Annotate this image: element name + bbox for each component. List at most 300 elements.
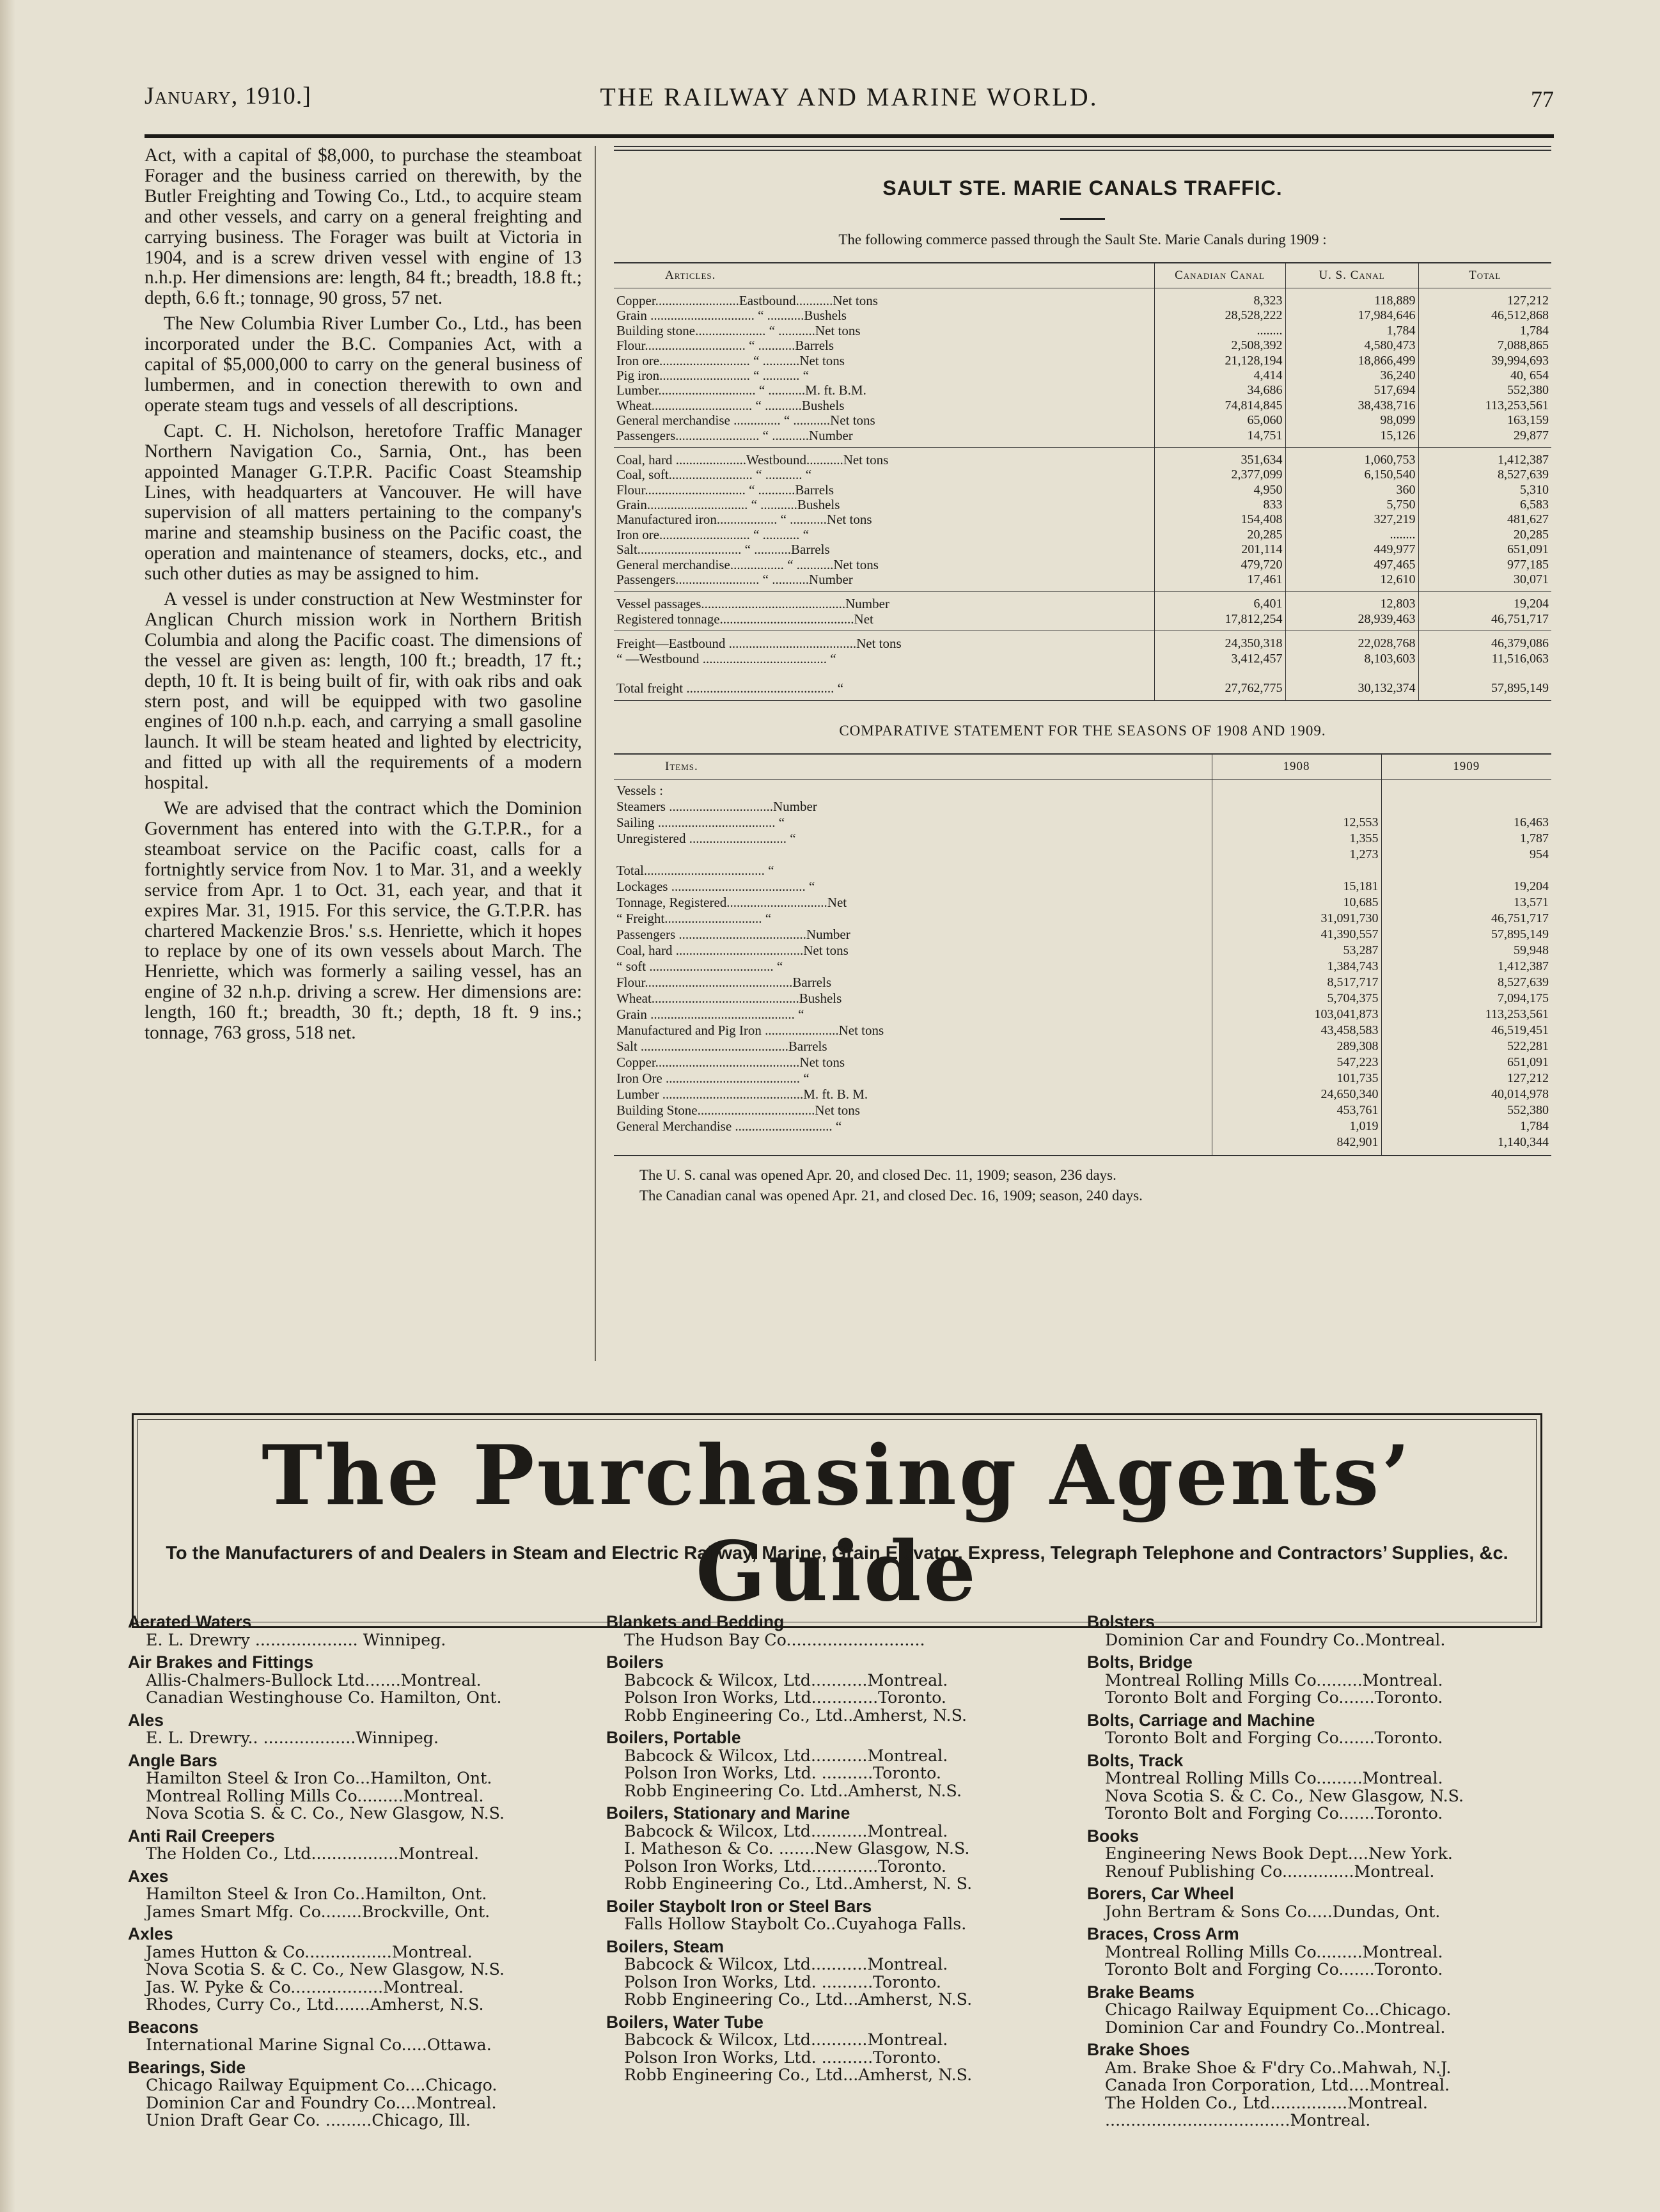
- season-value: 8,527,639: [1498, 975, 1549, 989]
- article-label: Passengers......................... “ ...........Number: [616, 572, 853, 588]
- traffic-value: 57,895,149: [1491, 681, 1549, 696]
- season-value: 46,751,717: [1491, 911, 1549, 925]
- directory-entry: Canada Iron Corporation, Ltd....Montreal.: [1105, 2076, 1450, 2094]
- directory-heading: Boilers, Water Tube: [606, 2012, 763, 2032]
- col-articles: Articles.: [614, 263, 1154, 288]
- article-label: Pig iron........................... “ ........... “: [616, 367, 809, 383]
- season-value-cell: [1381, 779, 1551, 1156]
- canal-row-group: [614, 288, 1551, 448]
- directory-entry: Allis-Chalmers-Bullock Ltd.......Montreal.: [146, 1671, 482, 1689]
- directory-heading: Boilers, Portable: [606, 1728, 741, 1747]
- season-value: 113,253,561: [1485, 1007, 1549, 1021]
- item-label: “ soft ..................................... “: [616, 958, 783, 974]
- directory-entry: Am. Brake Shoe & F'dry Co..Mahwah, N.J.: [1105, 2059, 1452, 2076]
- season-value: 1,019: [1349, 1118, 1379, 1133]
- item-label: Vessels :: [616, 782, 663, 798]
- traffic-value: 351,634: [1241, 452, 1283, 467]
- item-label: Wheat............................................Bushels: [616, 990, 842, 1006]
- value-cell: [1418, 447, 1551, 592]
- season-value: 522,281: [1507, 1039, 1549, 1053]
- traffic-value: 552,380: [1507, 383, 1549, 398]
- season-value: 12,553: [1343, 815, 1379, 829]
- header-rule: [145, 134, 1554, 138]
- traffic-value: 1,784: [1386, 323, 1416, 338]
- traffic-value: [1157, 666, 1283, 681]
- article-label: [616, 666, 1152, 681]
- directory-heading: Anti Rail Creepers: [128, 1826, 275, 1846]
- value-cell: [1285, 592, 1418, 631]
- traffic-value: 327,219: [1374, 512, 1416, 527]
- item-label: Steamers ...............................Number: [616, 798, 817, 814]
- traffic-value: 15,126: [1380, 428, 1416, 443]
- directory-entry: Renouf Publishing Co..............Montreal.: [1105, 1862, 1435, 1880]
- traffic-value: 6,150,540: [1364, 467, 1416, 482]
- traffic-value: 30,132,374: [1358, 681, 1416, 696]
- directory-column-2: [606, 1608, 1054, 2084]
- item-cell: [614, 779, 1212, 1156]
- paragraph-forager: Act, with a capital of $8,000, to purchase the steamboat Forager and the business carried on therewith, by the Butler Freighting and Towing Co., Ltd., to acquire steam and other vessels, and carry on a general freighting and carrying business. The Forager was built at Victoria in 1904, and is a screw driven vessel with engine of 13 n.h.p. Her dimensions are: length, 84 ft.; breadth, 18.8 ft.; depth, 6.6 ft.; tonnage, 90 gross, 57 net.: [145, 146, 582, 309]
- directory-entry: Canadian Westinghouse Co. Hamilton, Ont.: [146, 1689, 502, 1707]
- directory-entry: Nova Scotia S. & C. Co., New Glasgow, N.S.: [146, 1961, 505, 1979]
- canal-traffic-section: [614, 146, 1551, 1412]
- canal-traffic-table: [614, 262, 1551, 701]
- note-us-canal: The U. S. canal was opened Apr. 20, and closed Dec. 11, 1909; season, 236 days.: [639, 1166, 1116, 1183]
- season-value: [1215, 783, 1379, 799]
- traffic-value: 1,060,753: [1364, 452, 1416, 467]
- directory-entry: International Marine Signal Co.....Ottawa.: [146, 2036, 492, 2054]
- traffic-value: 29,877: [1514, 428, 1549, 443]
- directory-entry: James Smart Mfg. Co........Brockville, Ont.: [146, 1902, 490, 1920]
- comparative-table: [614, 753, 1551, 1156]
- value-cell: [1154, 592, 1285, 631]
- traffic-value: 479,720: [1241, 557, 1283, 572]
- season-value: 7,094,175: [1498, 991, 1549, 1005]
- article-label: Flour.............................. “ ...........Barrels: [616, 338, 834, 354]
- traffic-value: 163,159: [1507, 413, 1549, 428]
- canal-table-body: [614, 288, 1551, 701]
- traffic-value: 40, 654: [1510, 368, 1549, 382]
- season-value: 1,412,387: [1498, 959, 1549, 973]
- directory-entry: Montreal Rolling Mills Co.........Montreal.: [1105, 1769, 1443, 1787]
- directory-heading: Boiler Staybolt Iron or Steel Bars: [606, 1896, 872, 1916]
- directory-entry: Falls Hollow Staybolt Co..Cuyahoga Falls.: [624, 1915, 967, 1933]
- item-label: Coal, hard ......................................Net tons: [616, 942, 849, 958]
- directory-entry: Robb Engineering Co., Ltd...Amherst, N.S.: [624, 1991, 973, 2009]
- article-cell: [614, 288, 1154, 448]
- season-value: 842,901: [1336, 1134, 1379, 1149]
- article-label: General merchandise................ “ ...........Net tons: [616, 556, 879, 572]
- season-value: 103,041,873: [1314, 1007, 1379, 1021]
- col-total: Total: [1418, 263, 1551, 288]
- directory-entry: E. L. Drewry.. ..................Winnipeg.: [146, 1729, 439, 1747]
- traffic-value: 154,408: [1241, 512, 1283, 527]
- article-label: Passengers......................... “ ...........Number: [616, 427, 853, 443]
- traffic-value: 481,627: [1507, 512, 1549, 527]
- article-label: Building stone..................... “ ...........Net tons: [616, 322, 861, 338]
- section-double-rule: [614, 146, 1551, 151]
- season-value: [1384, 799, 1549, 815]
- article-label: Total freight ............................................ “: [616, 680, 843, 696]
- item-label: Unregistered ............................. “: [616, 830, 796, 846]
- season-value: 19,204: [1514, 879, 1549, 893]
- season-value-cell: [1212, 779, 1381, 1156]
- directory-entry: Chicago Railway Equipment Co...Chicago.: [1105, 2001, 1452, 2019]
- item-label: General Merchandise ............................. “: [616, 1118, 842, 1134]
- item-label: Sailing ................................... “: [616, 814, 785, 830]
- item-label: Flour............................................Barrels: [616, 974, 831, 990]
- directory-column-1: [128, 1608, 576, 2130]
- directory-entry: Robb Engineering Co., Ltd..Amherst, N. S.: [624, 1875, 973, 1893]
- directory-entry: Engineering News Book Dept....New York.: [1105, 1845, 1453, 1863]
- season-value: [1384, 783, 1549, 799]
- season-value: 15,181: [1343, 879, 1379, 893]
- season-value: 59,948: [1514, 943, 1549, 957]
- article-label: Vessel passages...........................................Number: [616, 596, 889, 612]
- directory-entry: Nova Scotia S. & C. Co., New Glasgow, N.S.: [146, 1805, 505, 1823]
- directory-heading: Bolts, Track: [1087, 1750, 1184, 1770]
- traffic-value: 39,994,693: [1491, 353, 1549, 368]
- traffic-value: 21,128,194: [1225, 353, 1283, 368]
- header-publication: THE RAILWAY AND MARINE WORLD.: [600, 82, 1099, 111]
- directory-heading: Brake Shoes: [1087, 2040, 1190, 2059]
- value-cell: [1285, 288, 1418, 448]
- traffic-value: ........: [1257, 323, 1283, 338]
- directory-heading: Borers, Car Wheel: [1087, 1884, 1234, 1903]
- article-cell: [614, 447, 1154, 592]
- item-label: Passengers ......................................Number: [616, 926, 850, 942]
- directory-heading: Boilers, Steam: [606, 1936, 724, 1956]
- directory-entry: Dominion Car and Foundry Co..Montreal.: [1105, 2018, 1446, 2036]
- traffic-value: 20,285: [1247, 527, 1283, 542]
- traffic-value: 14,751: [1247, 428, 1283, 443]
- season-value: [1215, 799, 1379, 815]
- directory-heading: Axles: [128, 1924, 173, 1943]
- directory-entry: Hamilton Steel & Iron Co...Hamilton, Ont.: [146, 1769, 492, 1787]
- traffic-value: [1421, 666, 1549, 681]
- season-value: 16,463: [1514, 815, 1549, 829]
- page-number: 77: [1531, 86, 1554, 112]
- traffic-value: 517,694: [1374, 383, 1416, 398]
- traffic-value: 497,465: [1374, 557, 1416, 572]
- traffic-value: 3,412,457: [1231, 651, 1283, 666]
- season-value: 5,704,375: [1327, 991, 1379, 1005]
- directory-entry: Toronto Bolt and Forging Co.......Toronto.: [1105, 1729, 1443, 1747]
- traffic-value: 4,414: [1253, 368, 1283, 382]
- season-value: 53,287: [1343, 943, 1379, 957]
- value-cell: [1154, 447, 1285, 592]
- article-label: Coal, hard .....................Westbound...........Net tons: [616, 451, 889, 467]
- traffic-value: 18,866,499: [1358, 353, 1416, 368]
- running-header: [145, 82, 1554, 120]
- season-value: 127,212: [1507, 1071, 1549, 1085]
- traffic-value: 36,240: [1380, 368, 1416, 382]
- directory-entry: Polson Iron Works, Ltd. ..........Toronto.: [624, 2048, 941, 2066]
- season-value: 289,308: [1336, 1039, 1379, 1053]
- traffic-value: 6,583: [1520, 498, 1549, 512]
- season-value: 1,784: [1520, 1118, 1549, 1133]
- traffic-value: ........: [1390, 527, 1416, 542]
- traffic-value: 38,438,716: [1358, 398, 1416, 412]
- article-label: Grain ............................... “ ...........Bushels: [616, 308, 847, 324]
- traffic-value: 977,185: [1507, 557, 1549, 572]
- traffic-value: 46,379,086: [1491, 636, 1549, 651]
- directory-entry: Nova Scotia S. & C. Co., New Glasgow, N.S.: [1105, 1787, 1464, 1805]
- paragraph-nicholson: Capt. C. H. Nicholson, heretofore Traffic Manager Northern Navigation Co., Sarnia, Ont., has been appointed Manager G.T.P.R. Pacific Coast Steamship Lines, with headquarters at Vancouver. He will have supervision of all matters pertaining to the company's marine and steamship business on the Pacific coast, the operation and maintenance of steamers, docks, etc., and such other duties as may be assigned to him.: [145, 420, 582, 584]
- traffic-value: 17,984,646: [1358, 308, 1416, 323]
- comparative-title: COMPARATIVE STATEMENT FOR THE SEASONS OF 1908 AND 1909.: [839, 722, 1326, 739]
- directory-heading: Bearings, Side: [128, 2057, 246, 2077]
- item-label: Manufactured and Pig Iron ......................Net tons: [616, 1022, 884, 1038]
- directory-entry: John Bertram & Sons Co.....Dundas, Ont.: [1105, 1902, 1441, 1920]
- season-value: 43,458,583: [1320, 1023, 1379, 1037]
- season-value: 552,380: [1507, 1102, 1549, 1117]
- traffic-value: 833: [1263, 498, 1283, 512]
- item-label: “ Freight............................. “: [616, 910, 772, 926]
- season-value: 46,519,451: [1491, 1023, 1549, 1037]
- season-value: 453,761: [1336, 1102, 1379, 1117]
- guide-title: The Purchasing Agents’ Guide: [262, 1428, 1413, 1620]
- season-value: 41,390,557: [1320, 927, 1379, 941]
- directory-heading: Bolts, Bridge: [1087, 1652, 1193, 1672]
- directory-entry: Babcock & Wilcox, Ltd...........Montreal.: [624, 1671, 948, 1689]
- directory-entry: Polson Iron Works, Ltd.............Toronto.: [624, 1857, 946, 1875]
- comparative-rows: [614, 779, 1551, 1156]
- directory-entry: ....................................Montreal.: [1105, 2112, 1371, 2130]
- directory-heading: Boilers: [606, 1652, 664, 1672]
- article-label: Manufactured iron.................. “ ...........Net tons: [616, 512, 872, 528]
- column-rule: [595, 146, 596, 1361]
- guide-subtitle: To the Manufacturers of and Dealers in Steam and Electric Railway, Marine, Grain Elevator, Express, Telegraph Telephone and Contractors’ Supplies, &c.: [166, 1543, 1508, 1564]
- directory-entry: Babcock & Wilcox, Ltd...........Montreal.: [624, 1822, 948, 1840]
- season-value: 651,091: [1507, 1055, 1549, 1069]
- traffic-value: 118,889: [1374, 294, 1416, 308]
- paragraph-mission-vessel: A vessel is under construction at New Westminster for Anglican Church mission work in Northern British Columbia and along the Pacific coast. The dimensions of the vessel are given as: length, 100 ft.; breadth, 17 ft.; depth, 10 ft. It is being built of fir, with oak ribs and oak stern post, and will be equipped with two gasoline engines of 100 n.h.p. each, and carrying a small gasoline launch. It will be steam heated and lighted by electricity, and fitted up with all the requirements of a modern hospital.: [145, 589, 582, 794]
- season-value: 1,355: [1349, 831, 1379, 845]
- season-value: 1,384,743: [1327, 959, 1379, 973]
- traffic-value: 360: [1396, 482, 1416, 497]
- directory-entry: Montreal Rolling Mills Co.........Montreal.: [1105, 1671, 1443, 1689]
- directory-entry: The Hudson Bay Co...........................: [624, 1631, 925, 1649]
- traffic-value: 30,071: [1514, 572, 1549, 587]
- season-value: 24,650,340: [1320, 1086, 1379, 1101]
- canal-intro: The following commerce passed through the Sault Ste. Marie Canals during 1909 :: [838, 231, 1327, 247]
- traffic-value: 22,028,768: [1358, 636, 1416, 651]
- traffic-value: 449,977: [1374, 542, 1416, 557]
- traffic-value: 4,580,473: [1364, 338, 1416, 353]
- item-label: Lumber ..........................................M. ft. B. M.: [616, 1086, 868, 1102]
- directory-entry: Montreal Rolling Mills Co.........Montreal.: [146, 1787, 484, 1805]
- directory-entry: Chicago Railway Equipment Co....Chicago.: [146, 2076, 497, 2094]
- directory-heading: Bolts, Carriage and Machine: [1087, 1710, 1315, 1730]
- season-value: 1,787: [1520, 831, 1549, 845]
- left-text-column: [145, 146, 582, 1361]
- traffic-value: 4,950: [1253, 482, 1283, 497]
- season-value: 40,014,978: [1491, 1086, 1549, 1101]
- directory-heading: Beacons: [128, 2017, 199, 2037]
- directory-column-3: [1087, 1608, 1535, 2130]
- article-label: Wheat.............................. “ ...........Bushels: [616, 397, 845, 413]
- title-dash: [1060, 218, 1105, 220]
- article-cell: [614, 592, 1154, 631]
- directory-entry: Polson Iron Works, Ltd. ..........Toronto.: [624, 1973, 941, 1991]
- season-value: 13,571: [1514, 895, 1549, 909]
- col-1908: 1908: [1212, 754, 1381, 780]
- traffic-value: 201,114: [1241, 542, 1283, 557]
- item-label: Iron Ore ........................................ “: [616, 1070, 810, 1086]
- directory-heading: Aerated Waters: [128, 1612, 252, 1631]
- value-cell: [1285, 631, 1418, 701]
- directory-heading: Books: [1087, 1826, 1139, 1846]
- item-label: Total.................................... “: [616, 862, 774, 878]
- comparative-table-body: [614, 779, 1551, 1156]
- article-label: Flour.............................. “ ...........Barrels: [616, 482, 834, 498]
- item-label: [616, 847, 1209, 863]
- article-label: Iron ore........................... “ ...........Net tons: [616, 352, 845, 368]
- paragraph-gtpr-contract: We are advised that the contract which the Dominion Government has entered into with the G.T.P.R., for a steamboat service on the Pacific coast, calls for a fortnightly service from Nov. 1 to Mar. 31, and a weekly service from Apr. 1 to Oct. 31, each year, and that it expires Mar. 31, 1915. For this service, the G.T.P.R. has chartered Mackenzie Bros.' s.s. Henriette, which it hopes to replace by one of its own vessels about March. The Henriette, which was formerly a sailing vessel, has an engine of 32 n.h.p. driving a screw. Her dimensions are: length, 160 ft.; breadth, 30 ft.; depth, 18 ft. 9 ins.; tonnage, 763 gross, 518 net.: [145, 798, 582, 1044]
- directory-heading: Brake Beams: [1087, 1982, 1194, 2002]
- directory-heading: Air Brakes and Fittings: [128, 1652, 314, 1672]
- season-value: 10,685: [1343, 895, 1379, 909]
- season-value: 8,517,717: [1327, 975, 1379, 989]
- directory-entry: Robb Engineering Co., Ltd...Amherst, N.S.: [624, 2066, 973, 2084]
- traffic-value: 5,310: [1520, 482, 1549, 497]
- article-label: Freight—Eastbound ......................................Net tons: [616, 636, 902, 652]
- directory-heading: Blankets and Bedding: [606, 1612, 785, 1631]
- season-value: [1215, 863, 1379, 879]
- season-value: [1384, 863, 1549, 879]
- article-label: Salt............................... “ ...........Barrels: [616, 542, 830, 558]
- traffic-value: 651,091: [1507, 542, 1549, 557]
- item-label: Building Stone...................................Net tons: [616, 1102, 860, 1118]
- traffic-value: 46,751,717: [1491, 611, 1549, 626]
- directory-entry: Rhodes, Curry Co., Ltd.......Amherst, N.S.: [146, 1996, 484, 2014]
- directory-entry: James Hutton & Co.................Montreal.: [146, 1943, 473, 1961]
- traffic-value: [1288, 666, 1416, 681]
- canal-row-group: [614, 631, 1551, 701]
- directory-entry: Jas. W. Pyke & Co..................Montreal.: [146, 1978, 464, 1996]
- traffic-value: 113,253,561: [1485, 398, 1549, 412]
- canal-row-group: [614, 447, 1551, 592]
- traffic-value: 34,686: [1247, 383, 1283, 398]
- article-label: Grain.............................. “ ...........Bushels: [616, 497, 840, 513]
- col-items: Items.: [614, 754, 1212, 780]
- directory-entry: I. Matheson & Co. .......New Glasgow, N.S.: [624, 1840, 970, 1858]
- note-canadian-canal: The Canadian canal was opened Apr. 21, and closed Dec. 16, 1909; season, 240 days.: [639, 1187, 1143, 1204]
- traffic-value: 7,088,865: [1498, 338, 1549, 353]
- traffic-value: 1,784: [1520, 323, 1549, 338]
- col-1909: 1909: [1381, 754, 1551, 780]
- directory-heading: Ales: [128, 1710, 164, 1730]
- directory-entry: Robb Engineering Co., Ltd..Amherst, N.S.: [624, 1706, 967, 1724]
- article-cell: [614, 631, 1154, 701]
- article-label: Lumber............................. “ ...........M. ft. B.M.: [616, 382, 866, 398]
- season-value: 547,223: [1336, 1055, 1379, 1069]
- directory-entry: Toronto Bolt and Forging Co.......Toronto.: [1105, 1805, 1443, 1823]
- canal-row-group: [614, 592, 1551, 631]
- directory-entry: The Holden Co., Ltd...............Montreal.: [1105, 2094, 1428, 2112]
- value-cell: [1154, 288, 1285, 448]
- directory-entry: Union Draft Gear Co. .........Chicago, Ill.: [146, 2112, 471, 2130]
- item-label: [616, 1135, 1209, 1151]
- traffic-value: 65,060: [1247, 413, 1283, 428]
- traffic-value: 11,516,063: [1491, 651, 1549, 666]
- traffic-value: 8,103,603: [1364, 651, 1416, 666]
- traffic-value: 28,939,463: [1358, 611, 1416, 626]
- directory-heading: Bolsters: [1087, 1612, 1155, 1631]
- season-value: 954: [1530, 847, 1549, 861]
- col-canadian-canal: Canadian Canal: [1154, 263, 1285, 288]
- directory-entry: Dominion Car and Foundry Co..Montreal.: [1105, 1631, 1446, 1649]
- item-label: Copper...........................................Net tons: [616, 1054, 845, 1070]
- canal-title: SAULT STE. MARIE CANALS TRAFFIC.: [882, 176, 1283, 200]
- directory-entry: Polson Iron Works, Ltd. ..........Toronto.: [624, 1764, 941, 1782]
- value-cell: [1418, 288, 1551, 448]
- directory-entry: The Holden Co., Ltd.................Montreal.: [146, 1845, 480, 1863]
- traffic-value: 20,285: [1514, 527, 1549, 542]
- directory-entry: Babcock & Wilcox, Ltd...........Montreal.: [624, 2031, 948, 2049]
- article-label: Iron ore........................... “ ........... “: [616, 526, 809, 542]
- directory-entry: Toronto Bolt and Forging Co.......Toronto.: [1105, 1689, 1443, 1707]
- value-cell: [1154, 631, 1285, 701]
- season-value: 31,091,730: [1320, 911, 1379, 925]
- article-label: Copper.........................Eastbound...........Net tons: [616, 293, 878, 308]
- directory-entry: E. L. Drewry .................... Winnipeg.: [146, 1631, 446, 1649]
- traffic-value: 8,323: [1253, 294, 1283, 308]
- traffic-value: 1,412,387: [1498, 452, 1549, 467]
- item-label: Grain ........................................... “: [616, 1006, 804, 1022]
- traffic-value: 98,099: [1380, 413, 1416, 428]
- col-us-canal: U. S. Canal: [1285, 263, 1418, 288]
- value-cell: [1418, 592, 1551, 631]
- page-edge-shadow: [0, 0, 15, 2212]
- season-value: 101,735: [1336, 1071, 1379, 1085]
- article-label: Coal, soft......................... “ ........... “: [616, 467, 812, 483]
- article-label: Registered tonnage........................................Net: [616, 611, 873, 627]
- traffic-value: 17,461: [1247, 572, 1283, 587]
- paragraph-columbia-lumber: The New Columbia River Lumber Co., Ltd., has been incorporated under the B.C. Companies Act, with a capital of $5,000,000 to carry on the general business of lumbermen, and in conection therewith to own and operate steam tugs and vessels of all descriptions.: [145, 313, 582, 416]
- directory-entry: Babcock & Wilcox, Ltd...........Montreal.: [624, 1956, 948, 1973]
- traffic-value: 17,812,254: [1225, 611, 1283, 626]
- traffic-value: 46,512,868: [1491, 308, 1549, 323]
- directory-entry: Hamilton Steel & Iron Co..Hamilton, Ont.: [146, 1885, 487, 1903]
- item-label: Tonnage, Registered..............................Net: [616, 894, 847, 910]
- purchasing-guide-banner: [132, 1413, 1542, 1628]
- traffic-value: 74,814,845: [1225, 398, 1283, 412]
- traffic-value: 2,377,099: [1231, 467, 1283, 482]
- directory-entry: Montreal Rolling Mills Co.........Montreal.: [1105, 1943, 1443, 1961]
- value-cell: [1418, 631, 1551, 701]
- article-label: General merchandise .............. “ ...........Net tons: [616, 412, 875, 428]
- season-value: 57,895,149: [1491, 927, 1549, 941]
- directory-entry: Toronto Bolt and Forging Co.......Toronto.: [1105, 1961, 1443, 1979]
- item-label: Salt ............................................Barrels: [616, 1038, 827, 1054]
- directory-heading: Axes: [128, 1866, 169, 1886]
- directory-entry: Robb Engineering Co. Ltd..Amherst, N.S.: [624, 1782, 962, 1800]
- article-label: “ —Westbound ..................................... “: [616, 650, 836, 666]
- traffic-value: 19,204: [1514, 597, 1549, 611]
- traffic-value: 12,803: [1380, 597, 1416, 611]
- traffic-value: 127,212: [1507, 294, 1549, 308]
- directory-heading: Angle Bars: [128, 1750, 217, 1770]
- traffic-value: 27,762,775: [1225, 681, 1283, 696]
- traffic-value: 28,528,222: [1225, 308, 1283, 323]
- item-label: Lockages ........................................ “: [616, 878, 815, 894]
- value-cell: [1285, 447, 1418, 592]
- traffic-value: 24,350,318: [1225, 636, 1283, 651]
- traffic-value: 12,610: [1380, 572, 1416, 587]
- traffic-value: 5,750: [1386, 498, 1416, 512]
- season-value: 1,140,344: [1498, 1134, 1549, 1149]
